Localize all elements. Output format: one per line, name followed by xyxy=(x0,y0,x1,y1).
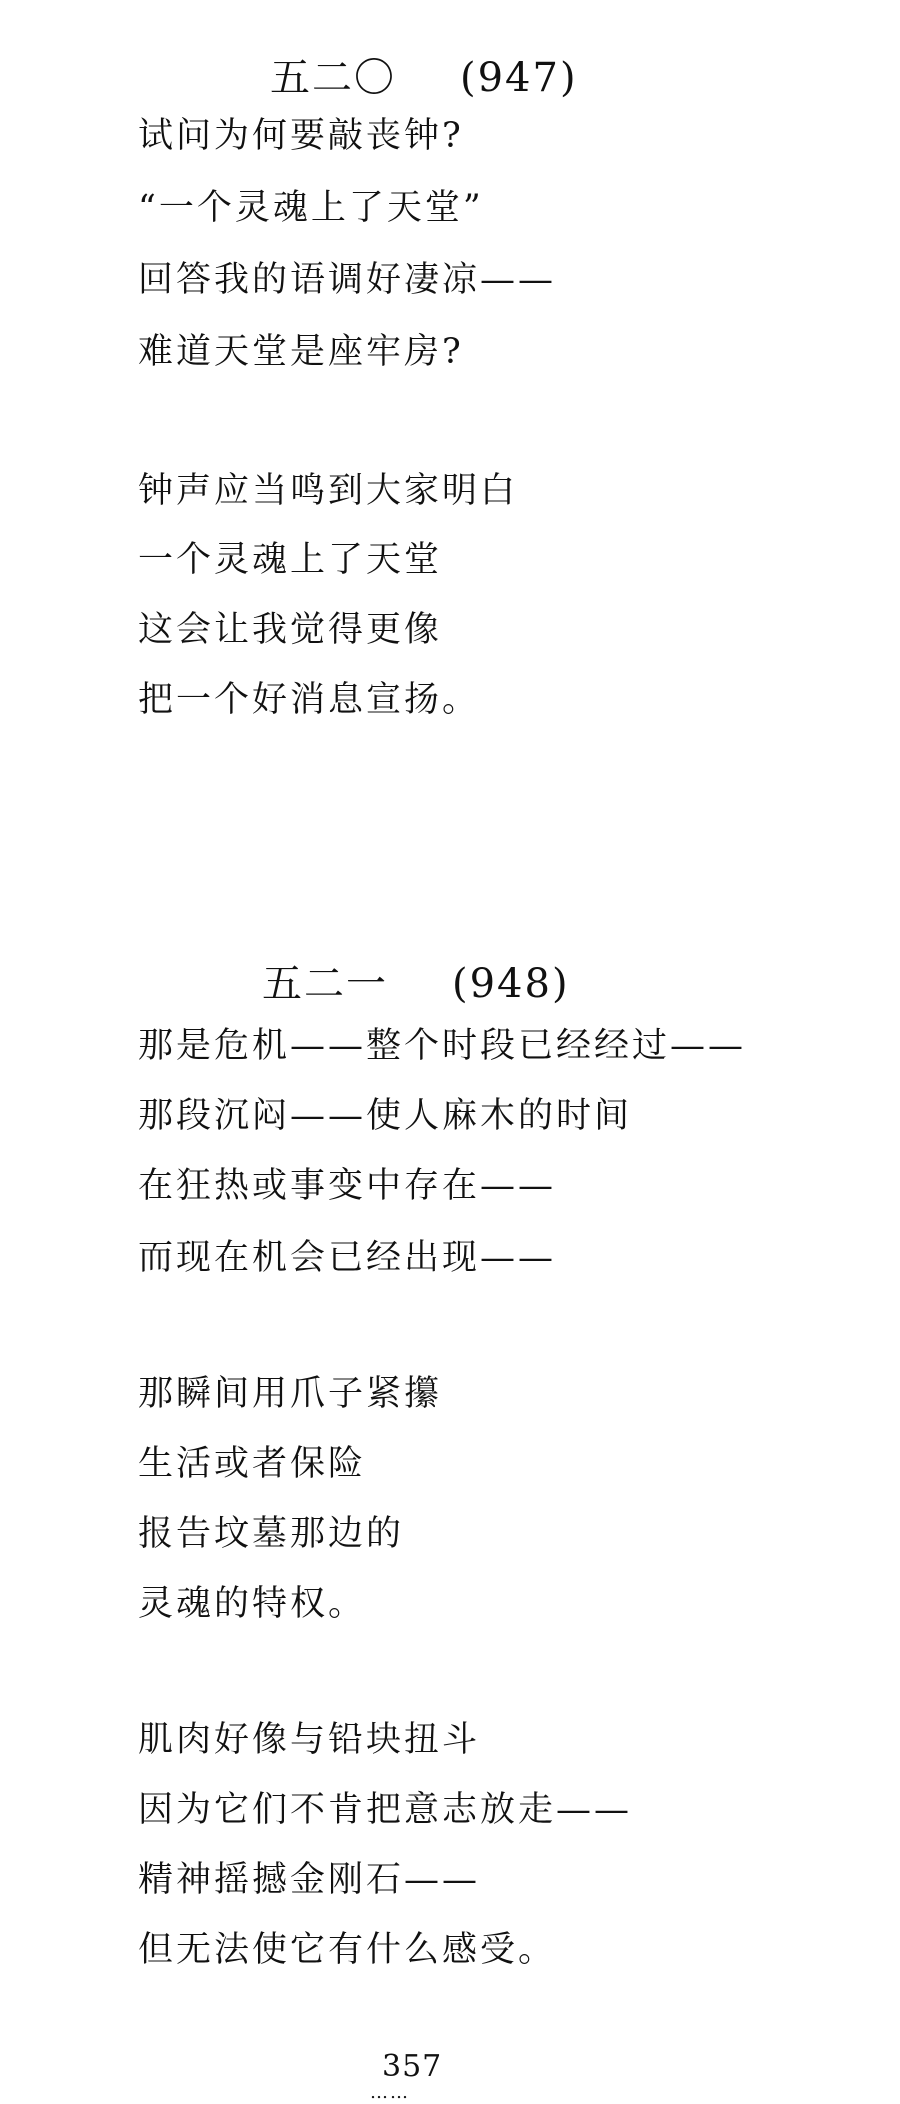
verse-line: 试问为何要敲丧钟? xyxy=(138,116,464,156)
verse-line: 那是危机——整个时段已经经过—— xyxy=(138,1026,747,1066)
verse-line: 回答我的语调好凄凉—— xyxy=(138,260,557,300)
verse-line: 灵魂的特权。 xyxy=(138,1584,367,1624)
verse-line: 一个灵魂上了天堂 xyxy=(138,540,443,580)
verse-line: 钟声应当鸣到大家明白 xyxy=(138,471,519,511)
verse-line: 难道天堂是座牢房? xyxy=(138,332,464,372)
verse-line: 但无法使它有什么感受。 xyxy=(138,1930,557,1970)
verse-line: 那段沉闷——使人麻木的时间 xyxy=(138,1096,633,1136)
poem-index: (947) xyxy=(460,55,578,101)
verse-line: 那瞬间用爪子紧攥 xyxy=(138,1374,443,1414)
verse-line: 精神摇撼金刚石—— xyxy=(138,1860,481,1900)
poem-number: 五二〇 xyxy=(270,55,396,101)
verse-line: 报告坟墓那边的 xyxy=(138,1514,405,1554)
verse-line: 这会让我觉得更像 xyxy=(138,610,443,650)
poem-index: (948) xyxy=(452,961,570,1007)
page-footer-dots: …… xyxy=(370,2082,410,2103)
verse-line: 肌肉好像与铅块扭斗 xyxy=(138,1720,481,1760)
verse-line: 在狂热或事变中存在—— xyxy=(138,1166,557,1206)
poem-number: 五二一 xyxy=(262,961,388,1007)
verse-line: 因为它们不肯把意志放走—— xyxy=(138,1790,633,1830)
verse-line: 把一个好消息宣扬。 xyxy=(138,680,481,720)
page-number: 357 xyxy=(382,2049,443,2084)
verse-line: 生活或者保险 xyxy=(138,1444,367,1484)
verse-line: 而现在机会已经出现—— xyxy=(138,1238,557,1278)
poem-title xyxy=(270,54,578,102)
verse-line: “一个灵魂上了天堂” xyxy=(138,188,484,228)
poem-title xyxy=(262,960,570,1008)
